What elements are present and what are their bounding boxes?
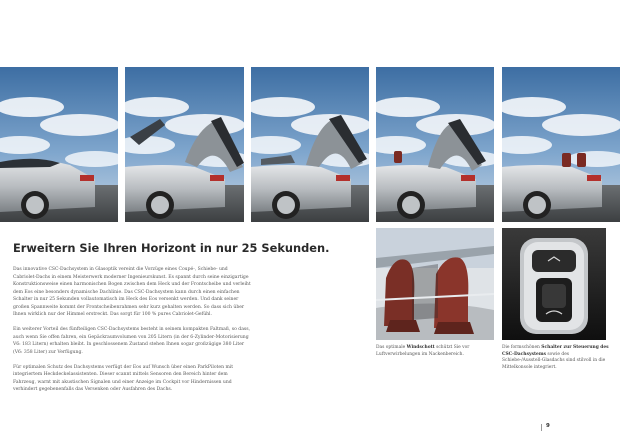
windschott-caption-emphasis: Windschott xyxy=(406,345,435,350)
roof-sequence-frame-2 xyxy=(125,67,244,222)
body-paragraph: Ein weiterer Vorteil des fünfteiligen CSC-Dachsystems besteht in seinem kompakten Faltmaß, so dass, auch wenn Sie offen fahren, ein Gepäckraumvolumen von 205 Litern (in der 6-Zylinder-Motorisierung V6: 183 Litern) erhalten bleibt. In geschlossenem Zustand stehen Ihnen sogar großzügige 380 Liter (V6: 358 Liter) zur Verfügung. xyxy=(13,327,251,355)
headline: Erweitern Sie Ihren Horizont in nur 25 Sekunden. xyxy=(13,241,330,255)
page-number-divider xyxy=(541,424,542,431)
body-text xyxy=(13,266,251,401)
switch-caption-emphasis: Schalter zur Steuerung des CSC-Dachsystems xyxy=(502,345,609,357)
switch-console-photo xyxy=(502,228,606,340)
roof-sequence-frame-4 xyxy=(376,67,494,222)
page-number: 9 xyxy=(546,423,550,429)
roof-sequence-frame-3 xyxy=(251,67,369,222)
windschott-caption: Das optimale Windschott schützt Sie vor Luftverwirbelungen im Nackenbereich. xyxy=(376,345,470,357)
body-paragraph: Für optimalen Schutz des Dachsystems verfügt der Eos auf Wunsch über einen ParkPiloten mit integriertem Heckdeckelassistenten. Dieser scannt mittels Sensoren den Bereich hinter dem Fahrzeug, warnt mit akustischen Signalen und einer Anzeige im Cockpit vor Hindernissen und verhindert gegebenenfalls das Versenken oder Ausfahren des Dachs. xyxy=(13,364,234,392)
roof-sequence-frame-1 xyxy=(0,67,118,222)
body-paragraph: Das innovative CSC-Dachsystem in Glasoptik vereint die Vorzüge eines Coupé-, Schiebe- und Cabriolet-Dachs in einem Meisterwerk moderner Ingenieurskunst. Es spannt durch seine einzigartige Konstruktionsweise einen harmonischen Bogen zwischen dem Heck und der Frontscheibe und verleiht dem Eos eine besonders dynamische Dachlinie. Das CSC-Dachsystem kann durch einen einfachen Schalter in nur 25 Sekunden vollautomatisch im Heck des Eos versenkt werden. Und dank seiner großen Spannweite kommt der Frontscheibenrahmen sehr kurz gehalten werden. So dass sich über Ihnen wirklich nur der Himmel erstreckt. Das sorgt für 100 % pures Cabriolet-Gefühl. xyxy=(13,267,251,317)
switch-caption: Die formschönen Schalter zur Steuerung des CSC-Dachsystems sowie des Schiebe-/Ausstell-Glasdachs sind stilvoll in die Mittelkonsole integriert. xyxy=(502,345,609,370)
windschott-photo xyxy=(376,228,494,340)
roof-sequence-strip xyxy=(0,67,620,222)
roof-sequence-frame-5 xyxy=(502,67,620,222)
